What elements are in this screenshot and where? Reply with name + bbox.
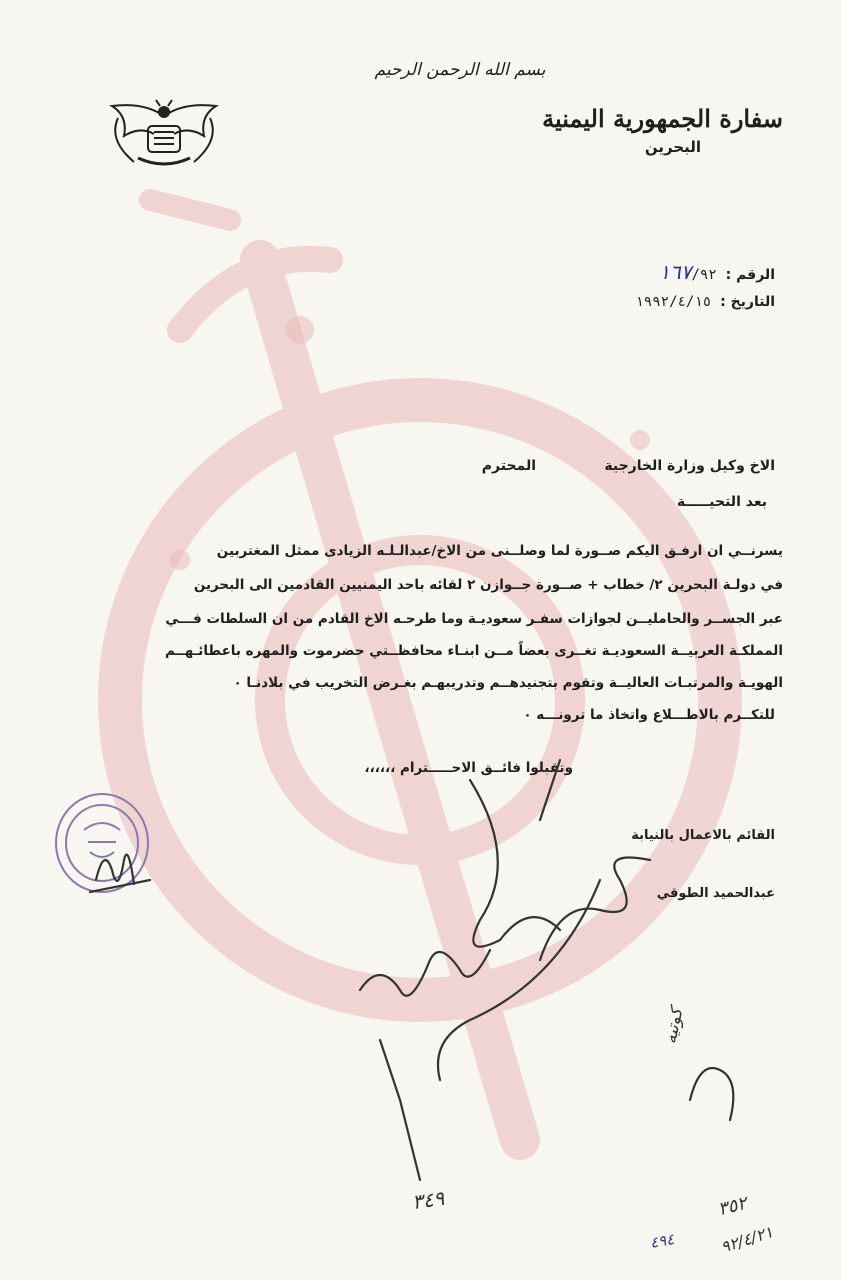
reference-number-handwritten: ١٦٧ [659,260,692,284]
handwritten-note: ٣٥٢ [715,1192,750,1221]
closing-line: وتقبلوا فائــق الاحـــــترام ،،،،،، [364,760,573,776]
embassy-name: سفارة الجمهورية اليمنية [542,104,783,133]
signatory-name: عبدالحميد الطوقي [656,886,775,901]
reference-number-year: /٩٢ [691,267,717,283]
handwritten-note: ٤٩٤ [648,1230,676,1252]
reference-number-label: الرقم : [725,267,775,283]
embassy-city: البحرين [644,138,701,156]
minute-scrawl [540,858,650,961]
signature-stroke [90,880,150,892]
body-line: يسرنــي ان ارفـق اليكم صــورة لما وصلــنى من الاخ/عبدالـلـه الزيادى ممثل المغتربين [216,543,783,559]
long-stroke [380,1040,420,1180]
minute-scrawl [360,950,490,996]
handwritten-note: ٩٢/٤/٢١ [718,1222,776,1257]
handwritten-note: كوتيه [660,1006,688,1046]
reference-date-label: التاريخ : [720,294,775,310]
body-line: عبر الجســر والحامليــن لجوازات سفـر سعوديـة وما طرحـه الاخ القادم من ان السلطات فـــي [165,611,783,627]
reference-date-value: ١٩٩٢/٤/١٥ [635,294,712,310]
body-line: المملكـة العربيــة السعوديـة تغــرى بعضاً مــن ابنـاء محافظــتي حضرموت والمهره باعطائـهــم [164,643,783,659]
handwritten-note: ٣٤٩ [410,1185,446,1215]
body-line: الهويـة والمرتبـات العاليــة وتقوم بتجنيدهــم وتدريبهـم بغـرض التخريب في بلادنـا ٠ [233,675,783,691]
honorific: المحترم [481,458,536,474]
greeting: بعد التحيـــــة [676,494,767,510]
signatory-title: القائم بالاعمال بالنيابة [631,828,775,843]
side-scrawl [690,1068,733,1120]
minute-scrawl [540,760,560,820]
body-line: للتكــرم بالاطـــلاع واتخاذ ما ترونـــه ٠ [523,707,775,723]
basmala: بسم الله الرحمن الرحيم [374,60,546,80]
recipient: الاخ وكيل وزارة الخارجية [604,458,775,474]
minute-scrawl [470,780,560,947]
body-line: في دولـة البحرين ٢/ خطاب + صــورة جــوازن ٢ لقائه باحد اليمنيين القادمين الى البحرين [193,577,783,593]
signature-stroke [96,855,134,884]
